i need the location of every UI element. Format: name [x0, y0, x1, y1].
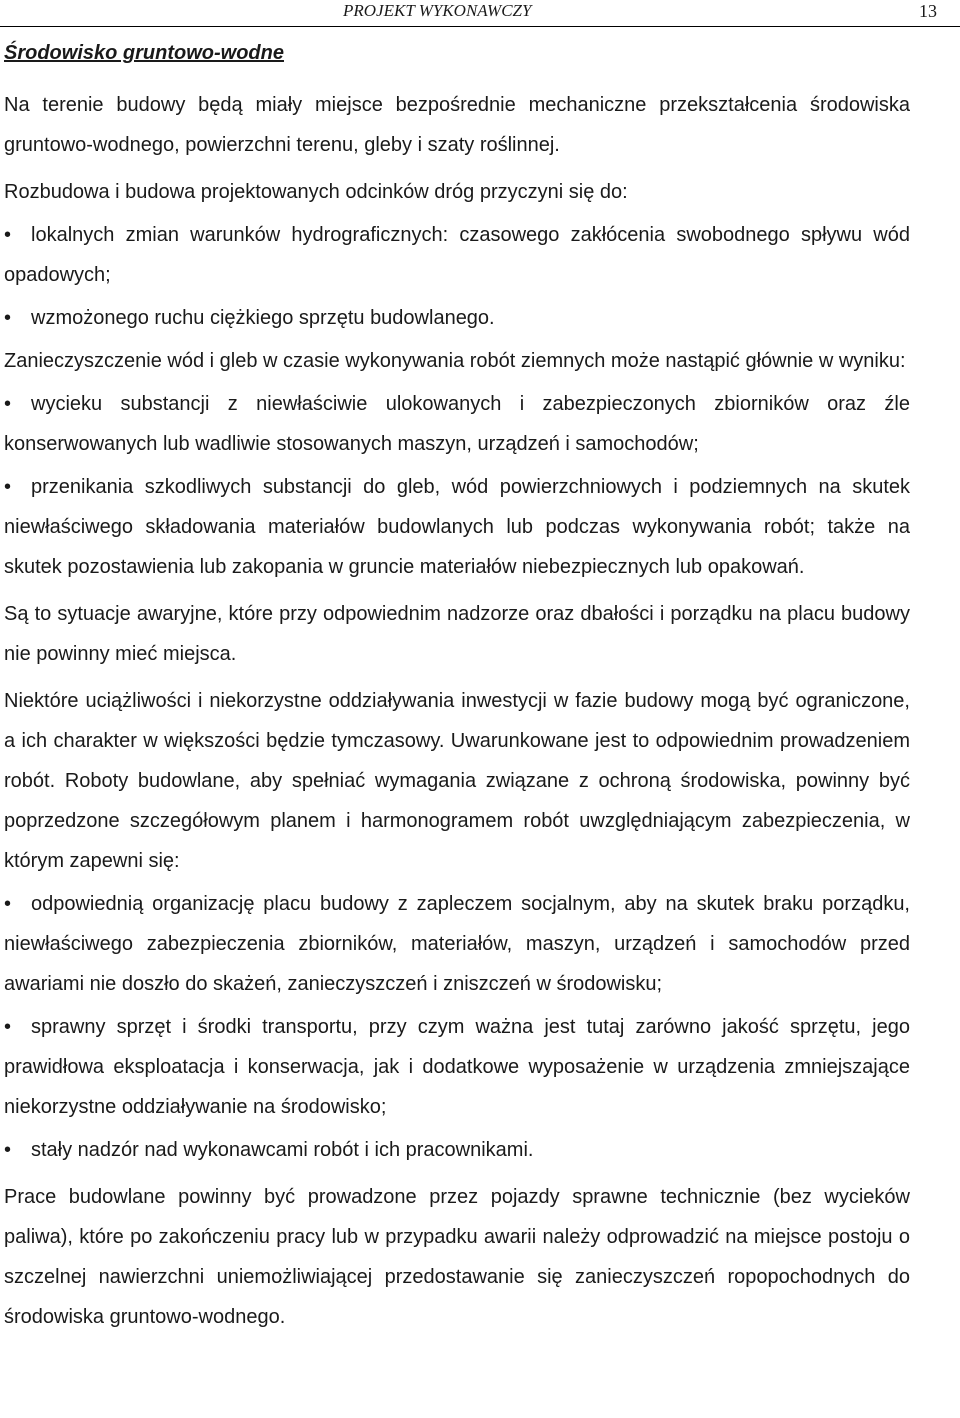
bullet-item: • wzmożonego ruchu ciężkiego sprzętu budowlanego. [4, 298, 910, 338]
header-title: PROJEKT WYKONAWCZY [343, 1, 532, 20]
paragraph: Rozbudowa i budowa projektowanych odcinków dróg przyczyni się do: [4, 181, 628, 203]
bullet-item: • sprawny sprzęt i środki transportu, przy czym ważna jest tutaj zarówno jakość sprzętu, jego prawidłowa eksploatacja i konserwacja, jak i dodatkowe wyposażenie w urządzenia zmniejszające niekorzystne oddziaływanie na środowisko; [4, 1007, 910, 1127]
bullet-item: • odpowiednią organizację placu budowy z zapleczem socjalnym, aby na skutek braku porządku, niewłaściwego zabezpieczenia zbiorników, materiałów, maszyn, urządzeń i samochodów przed awariami nie doszło do skażeń, zanieczyszczeń i zniszczeń w środowisku; [4, 884, 910, 1004]
bullet-item: • lokalnych zmian warunków hydrograficznych: czasowego zakłócenia swobodnego spływu wód opadowych; [4, 215, 910, 295]
paragraph: Prace budowlane powinny być prowadzone przez pojazdy sprawne technicznie (bez wycieków paliwa), które po zakończeniu pracy lub w przypadku awarii należy odprowadzić na miejsce postoju o szczelnej nawierzchni uniemożliwiającej przedostawanie się zanieczyszczeń ropopochodnych do środowiska gruntowo-wodnego. [4, 1186, 910, 1328]
paragraph: Niektóre uciążliwości i niekorzystne oddziaływania inwestycji w fazie budowy mogą być ograniczone, a ich charakter w większości będzie tymczasowy. Uwarunkowane jest to odpowiednim prowadzeniem robót. Roboty budowlane, aby spełniać wymagania związane z ochroną środowiska, powinny być poprzedzone szczegółowym planem i harmonogramem robót uwzględniającym zabezpieczenia, w którym zapewni się: [4, 690, 910, 872]
bullet-item: • wycieku substancji z niewłaściwie ulokowanych i zabezpieczonych zbiorników oraz źle konserwowanych lub wadliwie stosowanych maszyn, urządzeń i samochodów; [4, 384, 910, 464]
page-number: 13 [919, 1, 937, 21]
section-title: Środowisko gruntowo-wodne [4, 42, 284, 64]
paragraph: Zanieczyszczenie wód i gleb w czasie wykonywania robót ziemnych może nastąpić głównie w wyniku: [4, 350, 906, 372]
bullet-item: • przenikania szkodliwych substancji do gleb, wód powierzchniowych i podziemnych na skutek niewłaściwego składowania materiałów budowlanych lub podczas wykonywania robót; także na skutek pozostawienia lub zakopania w gruncie materiałów niebezpiecznych lub opakowań. [4, 467, 910, 587]
paragraph: Na terenie budowy będą miały miejsce bezpośrednie mechaniczne przekształcenia środowiska gruntowo-wodnego, powierzchni terenu, gleby i szaty roślinnej. [4, 94, 910, 156]
bullet-item: • stały nadzór nad wykonawcami robót i ich pracownikami. [4, 1130, 910, 1170]
page-header [0, 0, 960, 27]
paragraph: Są to sytuacje awaryjne, które przy odpowiednim nadzorze oraz dbałości i porządku na placu budowy nie powinny mieć miejsca. [4, 603, 910, 665]
document-body [4, 85, 910, 1344]
